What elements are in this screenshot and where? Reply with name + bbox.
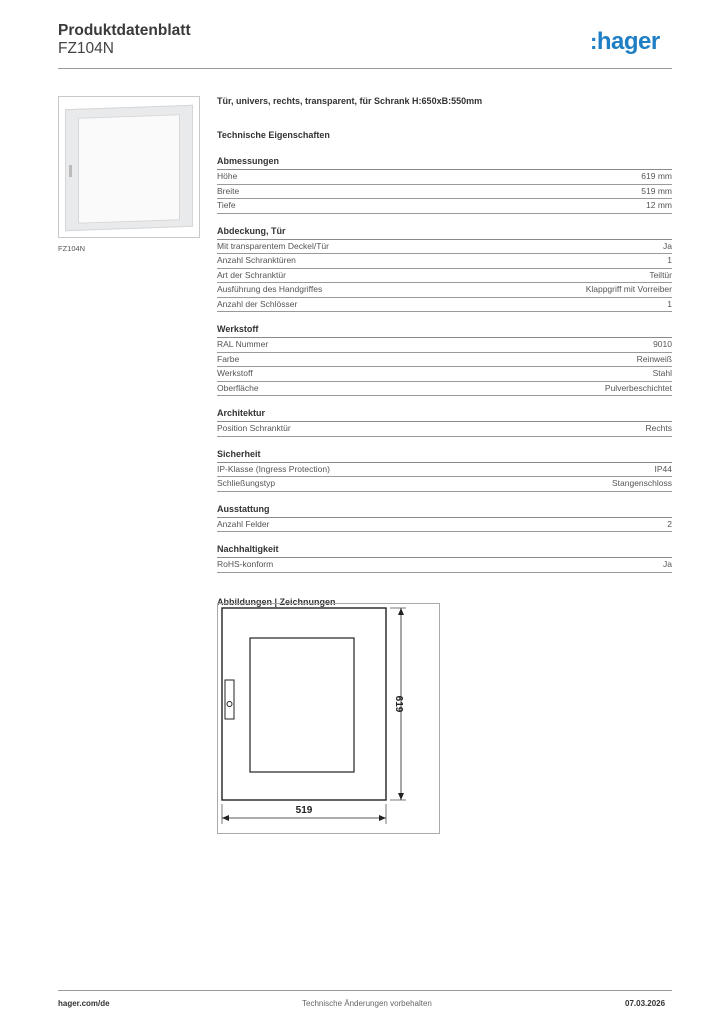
lock-circle [227, 702, 232, 707]
spec-value: Stahl [652, 368, 672, 378]
spec-value: Ja [663, 240, 672, 251]
spec-label: IP-Klasse (Ingress Protection) [217, 463, 330, 474]
spec-section [217, 544, 672, 573]
thumbnail-caption: FZ104N [58, 244, 86, 253]
door-outline [222, 608, 386, 800]
spec-label: Anzahl der Schlösser [217, 298, 298, 309]
door-drawing-svg [218, 604, 439, 833]
spec-row [217, 382, 672, 397]
spec-section [217, 449, 672, 492]
spec-label: Mit transparentem Deckel/Tür [217, 240, 329, 251]
spec-label: Breite [217, 185, 240, 196]
technical-heading: Technische Eigenschaften [217, 130, 330, 140]
spec-value: 619 mm [641, 171, 672, 181]
spec-label: Art der Schranktür [217, 269, 286, 280]
technical-drawing [217, 603, 440, 834]
header-divider [58, 68, 672, 69]
spec-label: Anzahl Felder [217, 518, 270, 529]
spec-row [217, 477, 672, 492]
product-description: Tür, univers, rechts, transparent, für Schrank H:650xB:550mm [217, 96, 483, 106]
spec-row [217, 353, 672, 368]
spec-section [217, 504, 672, 533]
section-title: Ausstattung [217, 504, 672, 518]
spec-value: 2 [667, 518, 672, 529]
spec-row [217, 254, 672, 269]
spec-value: 12 mm [646, 200, 672, 210]
width-arrow-left [222, 815, 229, 821]
spec-value: 9010 [653, 339, 672, 349]
spec-row [217, 199, 672, 214]
section-title: Werkstoff [217, 324, 672, 338]
thumbnail-door-glass [78, 114, 180, 224]
footer-website[interactable]: hager.com/de [58, 999, 110, 1008]
spec-label: Schließungstyp [217, 478, 276, 488]
spec-label: RoHS-konform [217, 559, 274, 569]
product-code: FZ104N [58, 40, 114, 57]
spec-section [217, 156, 672, 214]
footer-notice: Technische Änderungen vorbehalten [302, 999, 432, 1008]
window-outline [250, 638, 354, 772]
spec-label: RAL Nummer [217, 339, 269, 349]
drawing-heading: Abbildungen | Zeichnungen [217, 596, 336, 607]
page-title: Produktdatenblatt [58, 22, 191, 39]
spec-value: Klappgriff mit Vorreiber [585, 284, 672, 294]
hager-logo[interactable] [590, 28, 660, 56]
height-label: 619 [393, 695, 404, 713]
spec-section [217, 408, 672, 437]
spec-label: Anzahl Schranktüren [217, 255, 296, 265]
spec-value: Teiltür [649, 269, 672, 280]
spec-section [217, 226, 672, 313]
spec-content [217, 96, 672, 607]
spec-row [217, 422, 672, 437]
handle-outline [225, 680, 234, 719]
section-title: Sicherheit [217, 449, 672, 463]
spec-row [217, 185, 672, 200]
spec-row [217, 338, 672, 353]
spec-label: Farbe [217, 353, 240, 364]
product-thumbnail [58, 96, 200, 238]
spec-label: Position Schranktür [217, 423, 291, 433]
footer-date: 07.03.2026 [625, 999, 666, 1008]
section-title: Abmessungen [217, 156, 672, 170]
spec-row [217, 240, 672, 255]
footer-divider [58, 990, 672, 991]
spec-label: Ausführung des Handgriffes [217, 284, 323, 294]
logo-text: hager [596, 28, 660, 55]
spec-row [217, 298, 672, 313]
spec-sections [217, 156, 672, 573]
spec-label: Oberfläche [217, 382, 259, 393]
width-label: 519 [295, 805, 313, 816]
thumbnail-door-frame [65, 105, 193, 231]
spec-row [217, 518, 672, 533]
section-title: Abdeckung, Tür [217, 226, 672, 240]
spec-row [217, 283, 672, 298]
spec-value: IP44 [654, 463, 672, 474]
section-title: Architektur [217, 408, 672, 422]
spec-value: Rechts [645, 423, 672, 433]
spec-row [217, 367, 672, 382]
logo-prefix: : [590, 29, 597, 54]
width-arrow-right [379, 815, 386, 821]
spec-row [217, 170, 672, 185]
spec-value: Pulverbeschichtet [604, 382, 672, 393]
spec-row [217, 463, 672, 478]
spec-row [217, 269, 672, 284]
spec-row [217, 558, 672, 573]
spec-label: Tiefe [217, 200, 236, 210]
spec-value: 1 [667, 298, 672, 309]
section-title: Nachhaltigkeit [217, 544, 672, 558]
height-arrow-bottom [398, 793, 404, 800]
spec-label: Werkstoff [217, 368, 253, 378]
height-arrow-top [398, 608, 404, 615]
spec-value: 519 mm [641, 185, 672, 196]
spec-value: Stangenschloss [611, 478, 672, 488]
spec-value: 1 [667, 255, 672, 265]
spec-label: Höhe [217, 171, 238, 181]
thumbnail-handle [69, 165, 72, 177]
spec-section [217, 324, 672, 396]
spec-value: Reinweiß [636, 353, 672, 364]
spec-value: Ja [663, 559, 672, 569]
